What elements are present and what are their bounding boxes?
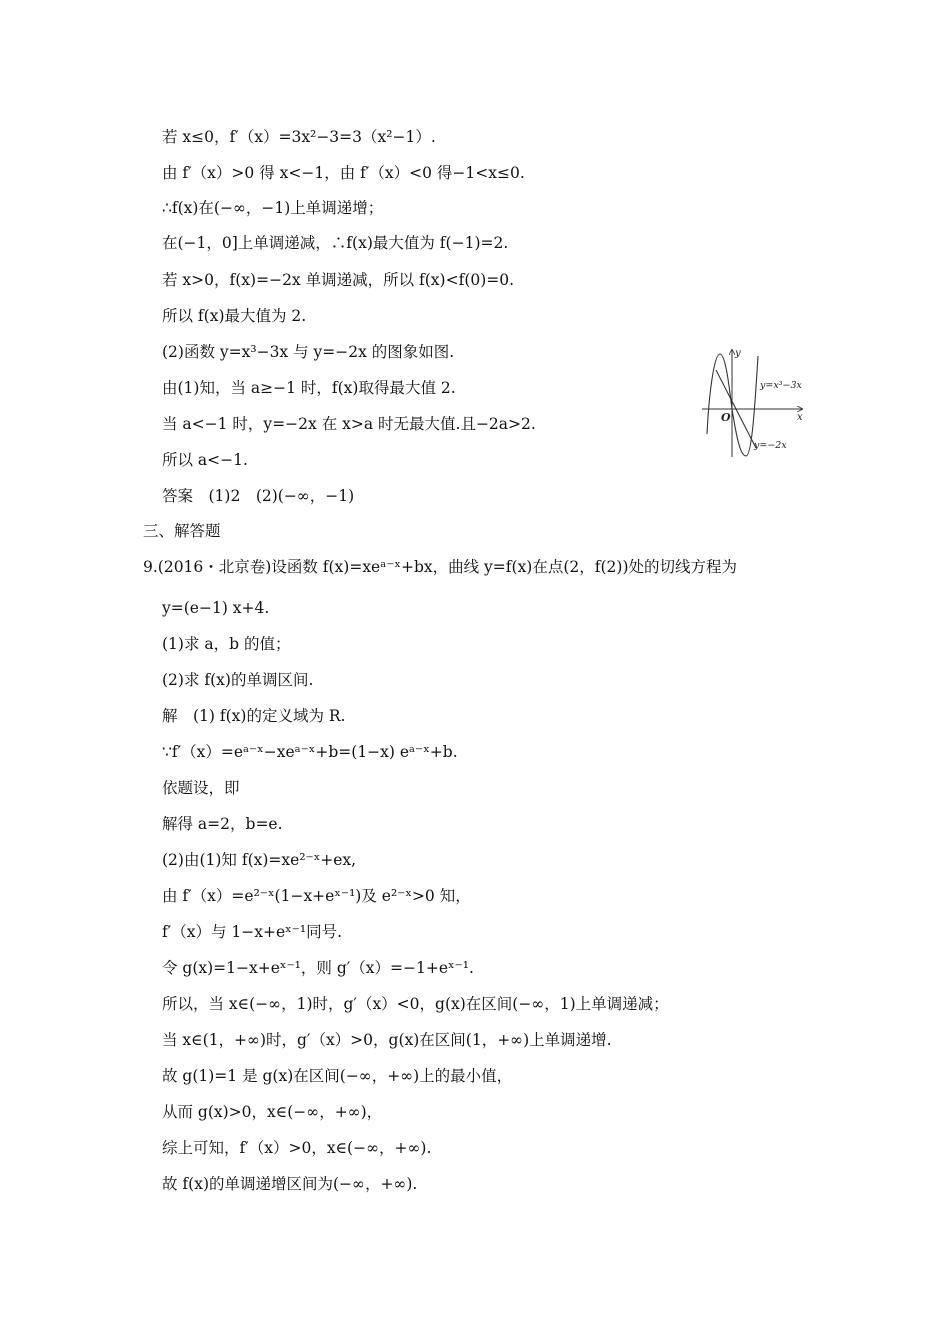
text-line: ∴f(x)在(−∞，−1)上单调递增； xyxy=(162,199,384,217)
answer-line: 答案 (1)2 (2)(−∞，−1) xyxy=(162,487,355,505)
text-line: (2)求 f(x)的单调区间. xyxy=(162,671,314,689)
text-line: 从而 g(x)>0，x∈(−∞，+∞)， xyxy=(162,1103,383,1121)
text-line: 所以，当 x∈(−∞，1)时，g′（x）<0，g(x)在区间(−∞，1)上单调递减； xyxy=(162,995,669,1013)
text-line: 故 g(1)=1 是 g(x)在区间(−∞，+∞)上的最小值， xyxy=(162,1067,513,1085)
text-line: 当 x∈(1，+∞)时，g′（x）>0，g(x)在区间(1，+∞)上单调递增. xyxy=(162,1031,612,1049)
text-line: 综上可知，f′（x）>0，x∈(−∞，+∞). xyxy=(162,1139,432,1157)
text-line: 当 a<−1 时，y=−2x 在 x>a 时无最大值.且−2a>2. xyxy=(162,415,536,433)
text-line: 解得 a=2，b=e. xyxy=(162,815,283,833)
text-line: 故 f(x)的单调递增区间为(−∞，+∞). xyxy=(162,1175,418,1193)
problem-statement: 9.(2016・北京卷)设函数 f(x)=xeᵃ⁻ˣ+bx，曲线 y=f(x)在点(2，f(2))处的切线方程为 xyxy=(143,558,738,576)
text-line: 解 (1) f(x)的定义域为 R. xyxy=(162,707,346,725)
cubic-label: y=x³−3x xyxy=(760,380,802,391)
text-line: 所以 f(x)最大值为 2. xyxy=(162,307,307,325)
y-axis-label: y xyxy=(735,348,741,359)
line-label: y=−2x xyxy=(754,440,787,451)
text-line: (2)函数 y=x³−3x 与 y=−2x 的图象如图. xyxy=(162,343,455,361)
text-line: f′（x）与 1−x+eˣ⁻¹同号. xyxy=(162,923,343,941)
text-line: 由(1)知，当 a≥−1 时，f(x)取得最大值 2. xyxy=(162,379,456,397)
function-graph xyxy=(700,344,850,459)
text-line: 由 f′（x）>0 得 x<−1，由 f′（x）<0 得−1<x≤0. xyxy=(162,164,525,182)
text-line: (2)由(1)知 f(x)=xe²⁻ˣ+ex, xyxy=(162,851,357,869)
text-line: 由 f′（x）=e²⁻ˣ(1−x+eˣ⁻¹)及 e²⁻ˣ>0 知， xyxy=(162,887,471,905)
text-line: 若 x>0，f(x)=−2x 单调递减，所以 f(x)<f(0)=0. xyxy=(162,271,515,289)
text-line: 在(−1，0]上单调递减，∴f(x)最大值为 f(−1)=2. xyxy=(162,234,509,252)
text-line: 依题设，即 xyxy=(162,779,240,797)
text-line: 令 g(x)=1−x+eˣ⁻¹，则 g′（x）=−1+eˣ⁻¹. xyxy=(162,959,474,977)
text-line: 若 x≤0，f′（x）=3x²−3=3（x²−1）. xyxy=(162,128,436,146)
text-line: 所以 a<−1. xyxy=(162,451,248,469)
text-line: (1)求 a，b 的值； xyxy=(162,635,291,653)
text-line: ∵f′（x）=eᵃ⁻ˣ−xeᵃ⁻ˣ+b=(1−x) eᵃ⁻ˣ+b. xyxy=(162,743,458,761)
x-axis-label: x xyxy=(797,412,803,423)
text-line: y=(e−1) x+4. xyxy=(162,599,270,617)
origin-label: O xyxy=(721,411,731,424)
section-heading: 三、解答题 xyxy=(143,522,221,540)
